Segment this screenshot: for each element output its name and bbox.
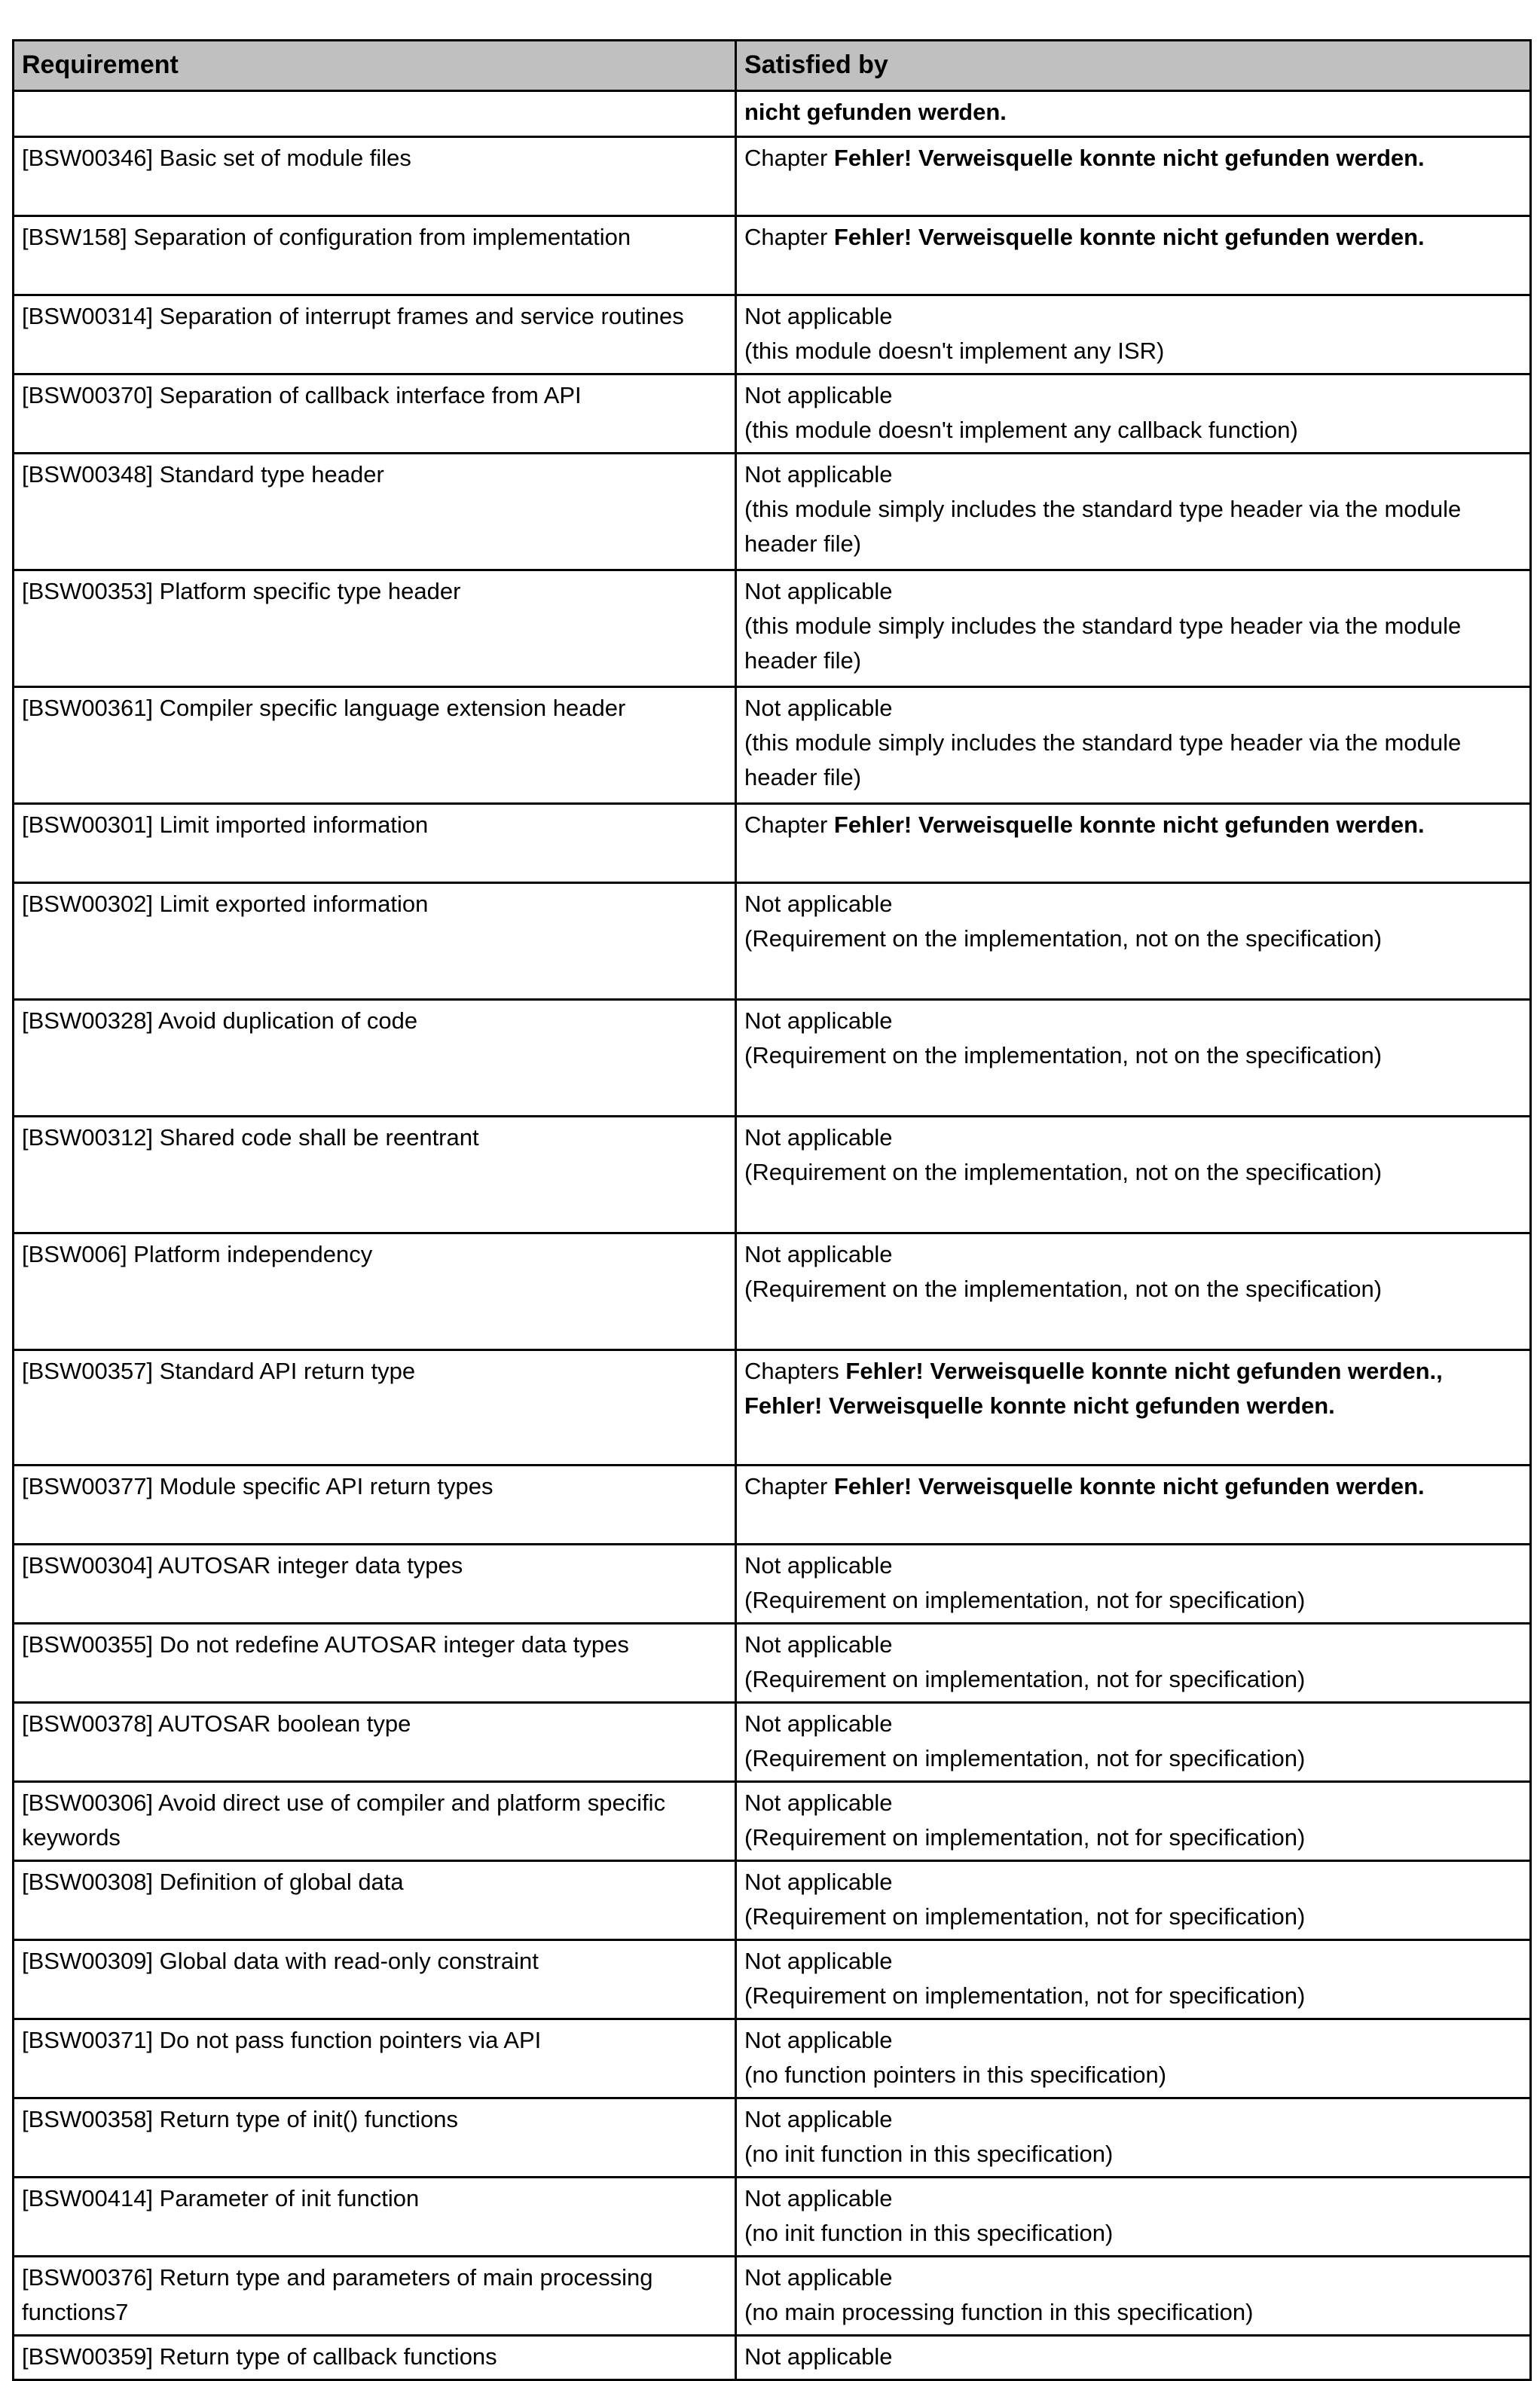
requirement-cell xyxy=(14,2257,736,2336)
satisfied-by-primary xyxy=(744,457,1522,492)
requirement-cell xyxy=(14,1782,736,1861)
satisfied-by-reference-error: nicht gefunden werden. xyxy=(744,99,1007,126)
satisfied-by-reference-error: Fehler! Verweisquelle konnte nicht gefunden werden., Fehler! Verweisquelle konnte nicht gefunden werden. xyxy=(744,1358,1443,1420)
satisfied-by-primary xyxy=(744,299,1522,334)
satisfied-by-cell xyxy=(736,1350,1531,1466)
requirement-cell xyxy=(14,687,736,804)
satisfied-by-primary xyxy=(744,95,1522,130)
satisfied-by-cell xyxy=(736,1117,1531,1233)
table-row xyxy=(14,137,1531,216)
satisfied-by-note: (Requirement on the implementation, not on the specification) xyxy=(744,1159,1383,1186)
table-body xyxy=(14,91,1531,2380)
satisfied-by-reference-error: Fehler! Verweisquelle konnte nicht gefunden werden. xyxy=(833,224,1425,251)
requirement-text: [BSW00328] Avoid duplication of code xyxy=(22,1007,418,1035)
satisfied-by-primary xyxy=(744,141,1522,176)
satisfied-by-primary xyxy=(744,1628,1522,1662)
requirement-cell xyxy=(14,1624,736,1703)
requirement-cell xyxy=(14,2178,736,2257)
table-header xyxy=(14,41,1531,91)
requirement-cell xyxy=(14,1940,736,2019)
satisfied-by-note: (this module simply includes the standard type header via the module header file) xyxy=(744,729,1462,791)
table-row xyxy=(14,1861,1531,1940)
requirement-text: [BSW00353] Platform specific type header xyxy=(22,578,461,605)
satisfied-by-prefix: Not applicable xyxy=(744,2027,893,2054)
requirement-cell xyxy=(14,1861,736,1940)
table-row xyxy=(14,2178,1531,2257)
satisfied-by-prefix: Not applicable xyxy=(744,1710,893,1738)
satisfied-by-prefix: Not applicable xyxy=(744,1241,893,1268)
satisfied-by-prefix: Not applicable xyxy=(744,2264,893,2291)
satisfied-by-primary xyxy=(744,1944,1522,1979)
satisfied-by-note: (this module simply includes the standard type header via the module header file) xyxy=(744,496,1462,558)
satisfied-by-note: (Requirement on the implementation, not on the specification) xyxy=(744,925,1383,952)
satisfied-by-cell xyxy=(736,2178,1531,2257)
table-row xyxy=(14,295,1531,374)
satisfied-by-primary xyxy=(744,1469,1522,1504)
satisfied-by-cell xyxy=(736,216,1531,295)
satisfied-by-primary xyxy=(744,1004,1522,1038)
table-row xyxy=(14,91,1531,137)
satisfied-by-cell xyxy=(736,91,1531,137)
satisfied-by-prefix: Not applicable xyxy=(744,891,893,918)
table-row xyxy=(14,1940,1531,2019)
requirement-cell xyxy=(14,295,736,374)
table-row xyxy=(14,1350,1531,1466)
requirement-text: [BSW00306] Avoid direct use of compiler and platform specific keywords xyxy=(22,1790,666,1851)
satisfied-by-primary xyxy=(744,1548,1522,1583)
satisfied-by-cell xyxy=(736,2098,1531,2178)
requirement-text: [BSW00312] Shared code shall be reentrant xyxy=(22,1124,479,1151)
satisfied-by-primary xyxy=(744,2260,1522,2295)
satisfied-by-cell xyxy=(736,1466,1531,1545)
satisfied-by-primary xyxy=(744,2181,1522,2216)
satisfied-by-prefix: Not applicable xyxy=(744,1790,893,1817)
satisfied-by-prefix: Not applicable xyxy=(744,1124,893,1151)
table-row xyxy=(14,804,1531,883)
satisfied-by-cell xyxy=(736,1861,1531,1940)
requirement-text: [BSW00359] Return type of callback functions xyxy=(22,2343,497,2370)
satisfied-by-primary xyxy=(744,691,1522,726)
requirement-cell xyxy=(14,570,736,687)
satisfied-by-prefix: Not applicable xyxy=(744,578,893,605)
table-row xyxy=(14,1624,1531,1703)
satisfied-by-primary xyxy=(744,378,1522,413)
satisfied-by-cell xyxy=(736,1545,1531,1624)
table-row xyxy=(14,1000,1531,1117)
satisfied-by-cell xyxy=(736,883,1531,1000)
satisfied-by-note: (Requirement on implementation, not for specification) xyxy=(744,1587,1306,1614)
satisfied-by-primary xyxy=(744,220,1522,255)
satisfied-by-cell xyxy=(736,2336,1531,2380)
requirement-text: [BSW00309] Global data with read-only constraint xyxy=(22,1948,539,1975)
satisfied-by-prefix: Not applicable xyxy=(744,382,893,409)
satisfied-by-primary xyxy=(744,574,1522,609)
requirement-cell xyxy=(14,2019,736,2098)
table-row xyxy=(14,1466,1531,1545)
satisfied-by-prefix: Chapter xyxy=(744,1473,834,1500)
requirement-cell xyxy=(14,1233,736,1350)
satisfied-by-cell xyxy=(736,1000,1531,1117)
requirement-cell xyxy=(14,1545,736,1624)
satisfied-by-prefix: Not applicable xyxy=(744,2343,893,2370)
requirement-text: [BSW00348] Standard type header xyxy=(22,461,384,488)
requirement-text: [BSW00378] AUTOSAR boolean type xyxy=(22,1710,411,1738)
satisfied-by-cell xyxy=(736,1703,1531,1782)
satisfied-by-prefix: Not applicable xyxy=(744,695,893,722)
table-row xyxy=(14,2098,1531,2178)
requirement-text: [BSW00358] Return type of init() functions xyxy=(22,2106,458,2133)
table-row xyxy=(14,570,1531,687)
satisfied-by-primary xyxy=(744,2102,1522,2137)
table-row xyxy=(14,883,1531,1000)
table-row xyxy=(14,1545,1531,1624)
requirement-cell xyxy=(14,1466,736,1545)
satisfied-by-prefix: Not applicable xyxy=(744,1552,893,1579)
satisfied-by-note: (Requirement on implementation, not for specification) xyxy=(744,1982,1306,2010)
requirement-cell xyxy=(14,883,736,1000)
satisfied-by-primary xyxy=(744,887,1522,922)
table-row xyxy=(14,2336,1531,2380)
satisfied-by-cell xyxy=(736,374,1531,454)
satisfied-by-prefix: Not applicable xyxy=(744,1631,893,1658)
table-row xyxy=(14,687,1531,804)
requirement-text: [BSW00346] Basic set of module files xyxy=(22,145,411,172)
satisfied-by-primary xyxy=(744,1237,1522,1272)
satisfied-by-prefix: Not applicable xyxy=(744,303,893,330)
requirement-text: [BSW00302] Limit exported information xyxy=(22,891,429,918)
requirement-cell xyxy=(14,1117,736,1233)
satisfied-by-primary xyxy=(744,1865,1522,1900)
satisfied-by-prefix: Not applicable xyxy=(744,1007,893,1035)
satisfied-by-cell xyxy=(736,1233,1531,1350)
satisfied-by-note: (Requirement on the implementation, not on the specification) xyxy=(744,1042,1383,1069)
satisfied-by-cell xyxy=(736,295,1531,374)
satisfied-by-prefix: Not applicable xyxy=(744,1948,893,1975)
satisfied-by-cell xyxy=(736,1940,1531,2019)
satisfied-by-note: (Requirement on implementation, not for specification) xyxy=(744,1903,1306,1930)
requirement-text: [BSW00355] Do not redefine AUTOSAR integer data types xyxy=(22,1631,629,1658)
satisfied-by-prefix: Chapter xyxy=(744,224,834,251)
requirement-text: [BSW00370] Separation of callback interface from API xyxy=(22,382,582,409)
satisfied-by-note: (no init function in this specification) xyxy=(744,2141,1114,2168)
satisfied-by-prefix: Not applicable xyxy=(744,1869,893,1896)
satisfied-by-reference-error: Fehler! Verweisquelle konnte nicht gefunden werden. xyxy=(833,1473,1425,1500)
satisfied-by-cell xyxy=(736,1782,1531,1861)
satisfied-by-prefix: Chapters xyxy=(744,1358,846,1385)
satisfied-by-primary xyxy=(744,808,1522,842)
satisfied-by-cell xyxy=(736,687,1531,804)
satisfied-by-cell xyxy=(736,570,1531,687)
satisfied-by-primary xyxy=(744,1707,1522,1741)
satisfied-by-cell xyxy=(736,1624,1531,1703)
requirement-text: [BSW00304] AUTOSAR integer data types xyxy=(22,1552,463,1579)
satisfied-by-prefix: Chapter xyxy=(744,811,834,839)
satisfied-by-cell xyxy=(736,454,1531,570)
requirement-text: [BSW00301] Limit imported information xyxy=(22,811,429,839)
satisfied-by-prefix: Not applicable xyxy=(744,461,893,488)
satisfied-by-note: (Requirement on implementation, not for specification) xyxy=(744,1745,1306,1772)
requirement-text: [BSW006] Platform independency xyxy=(22,1241,373,1268)
satisfied-by-note: (this module doesn't implement any ISR) xyxy=(744,338,1165,365)
requirement-cell xyxy=(14,91,736,137)
satisfied-by-prefix: Not applicable xyxy=(744,2106,893,2133)
satisfied-by-note: (Requirement on the implementation, not on the specification) xyxy=(744,1276,1383,1303)
satisfied-by-prefix: Not applicable xyxy=(744,2185,893,2212)
satisfied-by-note: (no init function in this specification) xyxy=(744,2220,1114,2247)
satisfied-by-cell xyxy=(736,2257,1531,2336)
satisfied-by-reference-error: Fehler! Verweisquelle konnte nicht gefunden werden. xyxy=(833,811,1425,839)
requirement-cell xyxy=(14,137,736,216)
satisfied-by-cell xyxy=(736,137,1531,216)
requirement-cell xyxy=(14,216,736,295)
table-row xyxy=(14,2019,1531,2098)
satisfied-by-primary xyxy=(744,1786,1522,1820)
table-row xyxy=(14,374,1531,454)
satisfied-by-note: (this module simply includes the standard type header via the module header file) xyxy=(744,613,1462,674)
table-row xyxy=(14,216,1531,295)
requirement-text: [BSW158] Separation of configuration from implementation xyxy=(22,224,631,251)
table-row xyxy=(14,1233,1531,1350)
requirement-cell xyxy=(14,804,736,883)
column-header-requirement: Requirement xyxy=(14,41,736,91)
satisfied-by-primary xyxy=(744,1354,1522,1423)
requirement-text: [BSW00371] Do not pass function pointers via API xyxy=(22,2027,542,2054)
requirement-cell xyxy=(14,374,736,454)
requirement-cell xyxy=(14,2098,736,2178)
satisfied-by-note: (no function pointers in this specification) xyxy=(744,2062,1167,2089)
satisfied-by-cell xyxy=(736,804,1531,883)
satisfied-by-reference-error: Fehler! Verweisquelle konnte nicht gefunden werden. xyxy=(833,145,1425,172)
requirement-cell xyxy=(14,2336,736,2380)
table-row xyxy=(14,1782,1531,1861)
requirement-cell xyxy=(14,454,736,570)
satisfied-by-primary xyxy=(744,2023,1522,2058)
table-header-row xyxy=(14,41,1531,91)
requirement-text: [BSW00376] Return type and parameters of main processing functions7 xyxy=(22,2264,653,2326)
requirement-text: [BSW00361] Compiler specific language extension header xyxy=(22,695,626,722)
satisfied-by-note: (this module doesn't implement any callback function) xyxy=(744,417,1298,444)
satisfied-by-note: (Requirement on implementation, not for specification) xyxy=(744,1824,1306,1851)
requirements-traceability-table xyxy=(12,39,1532,2381)
table-row xyxy=(14,1117,1531,1233)
satisfied-by-prefix: Chapter xyxy=(744,145,834,172)
requirement-cell xyxy=(14,1000,736,1117)
requirement-text: [BSW00314] Separation of interrupt frames and service routines xyxy=(22,303,684,330)
table-row xyxy=(14,2257,1531,2336)
table-row xyxy=(14,454,1531,570)
column-header-satisfied-by: Satisfied by xyxy=(736,41,1531,91)
satisfied-by-cell xyxy=(736,2019,1531,2098)
requirement-cell xyxy=(14,1703,736,1782)
satisfied-by-primary xyxy=(744,2340,1522,2374)
requirement-cell xyxy=(14,1350,736,1466)
requirement-text: [BSW00357] Standard API return type xyxy=(22,1358,416,1385)
satisfied-by-note: (no main processing function in this specification) xyxy=(744,2299,1254,2326)
satisfied-by-primary xyxy=(744,1120,1522,1155)
table-row xyxy=(14,1703,1531,1782)
requirement-text: [BSW00377] Module specific API return types xyxy=(22,1473,493,1500)
satisfied-by-note: (Requirement on implementation, not for specification) xyxy=(744,1666,1306,1693)
requirement-text: [BSW00308] Definition of global data xyxy=(22,1869,404,1896)
requirement-text: [BSW00414] Parameter of init function xyxy=(22,2185,420,2212)
